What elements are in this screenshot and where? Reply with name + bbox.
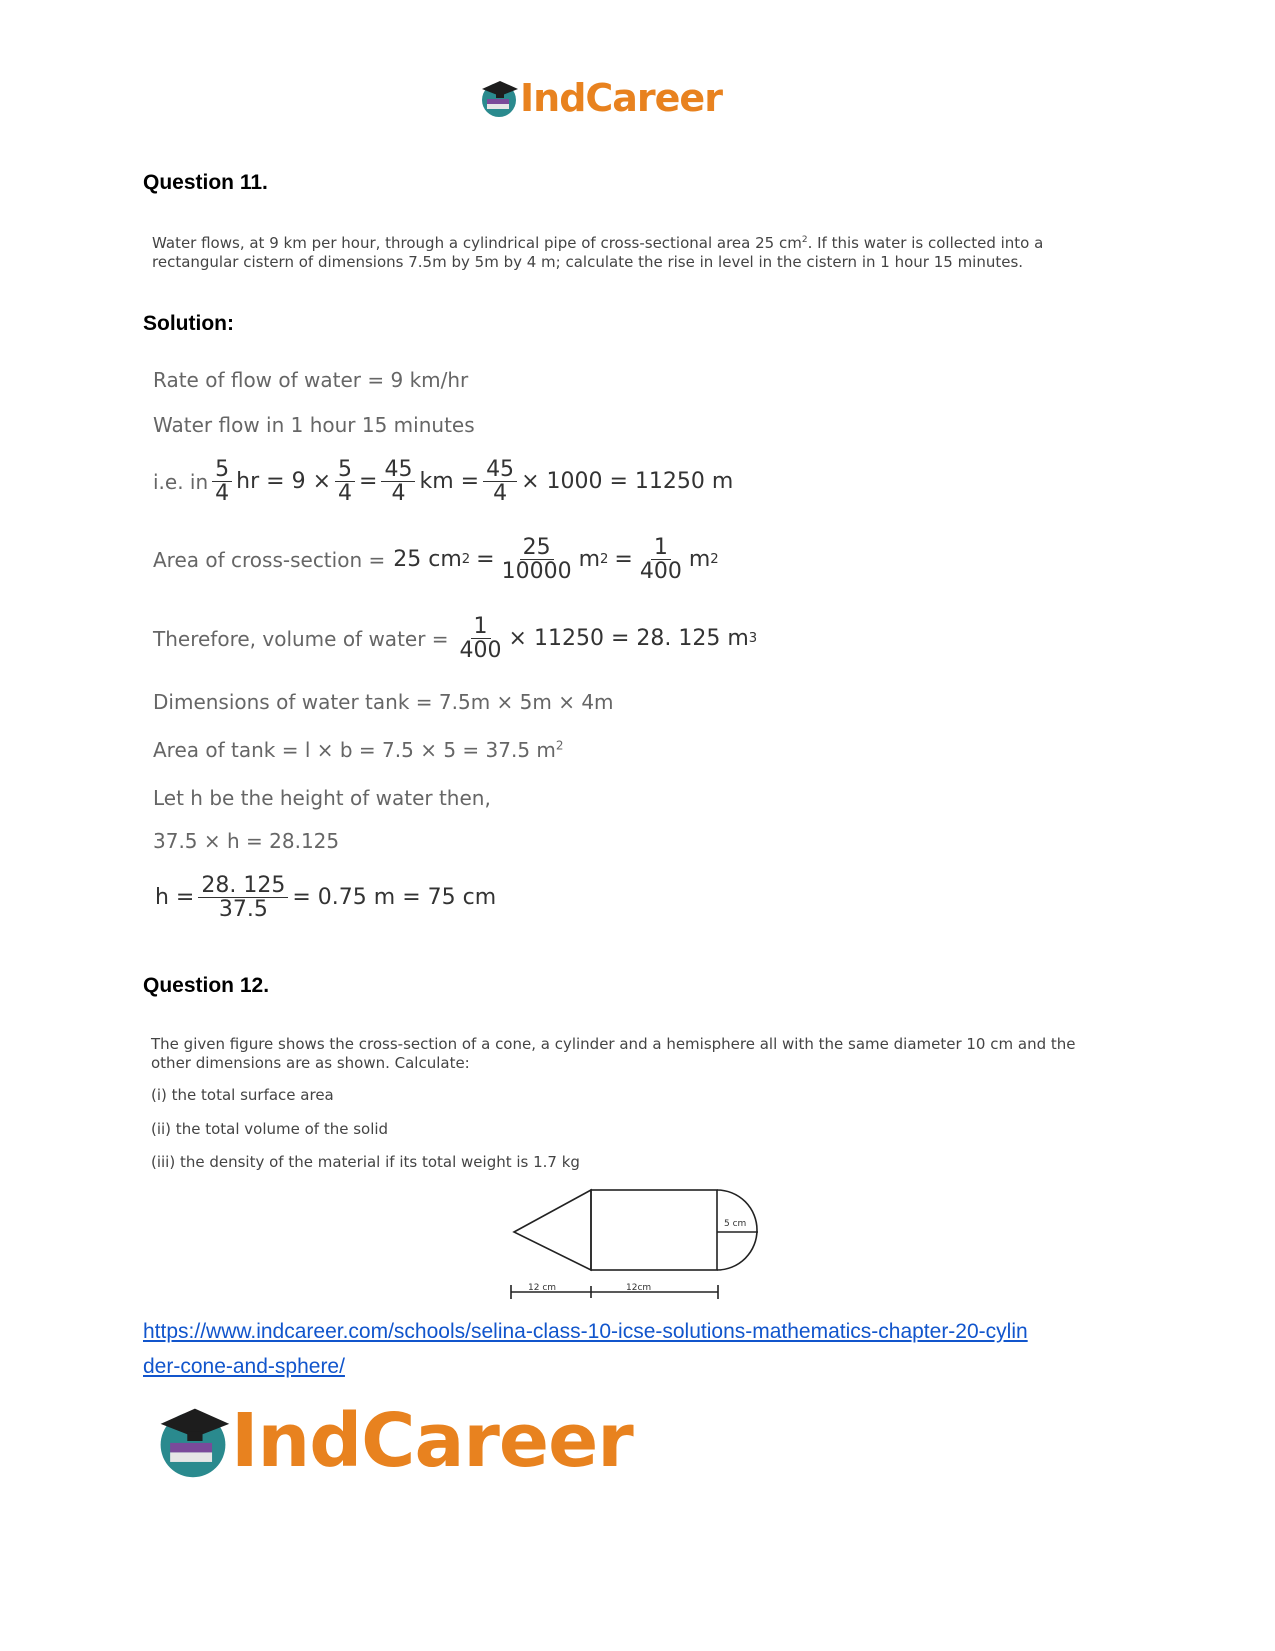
question-12-text: The given figure shows the cross-section of a cone, a cylinder and a hemisphere all with the same diameter 10 cm and the other dimensions are as shown. Calculate:: [151, 1035, 1076, 1072]
question-11-text: Water flows, at 9 km per hour, through a cylindrical pipe of cross-sectional area 25 $cm^2$. If this water is collected into a rectangular cistern of dimensions 7.5m by 5m by 4 m; calculate the rise in level in the cistern in 1 hour 15 minutes.: [152, 234, 1044, 271]
fraction: $\frac{1}{400}$: [639, 535, 682, 585]
hemisphere-shape: [717, 1190, 757, 1270]
cylinder-shape: [591, 1190, 717, 1270]
solution-line-rate: Rate of flow of water = 9 km/hr: [153, 368, 469, 392]
solution-heading: Solution:: [143, 312, 234, 335]
solution-line-height-result: h = $\frac{28. 125}{37.5}$ = 0.75 m = 75 cm: [155, 873, 497, 923]
solution-line-water-flow: Water flow in 1 hour 15 minutes: [153, 413, 475, 437]
cone-cylinder-hemisphere-figure: [500, 1180, 770, 1305]
source-link[interactable]: https://www.indcareer.com/schools/selina-class-10-icse-solutions-mathematics-chapter-20-cylin der-cone-and-sphere/: [143, 1320, 1028, 1378]
header-logo: [478, 76, 722, 120]
fraction: $\frac{5}{4}$: [335, 458, 355, 505]
cone-length-label: 12 cm: [528, 1283, 557, 1293]
footer-logo: [153, 1398, 633, 1484]
logo-wordmark: IndCareer: [520, 76, 722, 120]
question-12-heading: Question 12.: [143, 974, 270, 997]
question-12-item-3: (iii) the density of the material if its total weight is 1.7 kg: [151, 1153, 580, 1171]
solution-line-flow-equation: i.e. in $\frac{5}{4}$ hr = 9 × $\frac{5}{4}$ = $\frac{45}{4}$ km = $\frac{45}{4}$ × 1000 = 11250 m: [153, 457, 734, 507]
logo-wordmark: IndCareer: [231, 1398, 633, 1484]
fraction: $\frac{5}{4}$: [212, 458, 232, 505]
graduation-globe-icon: [153, 1401, 233, 1481]
solution-line-equation: 37.5 × h = 28.125: [153, 829, 340, 853]
solution-line-tank-area: Area of tank = l × b = 7.5 × 5 = 37.5 $m^2$: [153, 738, 564, 762]
cylinder-length-label: 12cm: [626, 1283, 652, 1293]
cone-shape: [514, 1190, 591, 1270]
fraction: $\frac{45}{4}$: [483, 458, 517, 505]
fraction: $\frac{45}{4}$: [381, 458, 415, 505]
question-12-item-1: (i) the total surface area: [151, 1086, 334, 1104]
solution-line-dimensions: Dimensions of water tank = 7.5m × 5m × 4m: [153, 690, 614, 714]
graduation-globe-icon: [478, 77, 520, 119]
fraction: $\frac{1}{400}$: [459, 614, 502, 664]
question-11-heading: Question 11.: [143, 171, 268, 194]
fraction: $\frac{28. 125}{37.5}$: [198, 874, 288, 921]
question-12-item-2: (ii) the total volume of the solid: [151, 1120, 389, 1138]
solution-line-let-h: Let h be the height of water then,: [153, 786, 491, 810]
radius-label: 5 cm: [724, 1219, 747, 1229]
solution-line-cross-section: Area of cross-section = 25 cm 2 = $\frac{25}{10000}$ m 2 = $\frac{1}{400}$ m 2: [153, 535, 719, 585]
solution-line-volume: Therefore, volume of water = $\frac{1}{400}$ × 11250 = 28. 125 m 3: [153, 614, 758, 664]
fraction: $\frac{25}{10000}$: [501, 535, 572, 585]
